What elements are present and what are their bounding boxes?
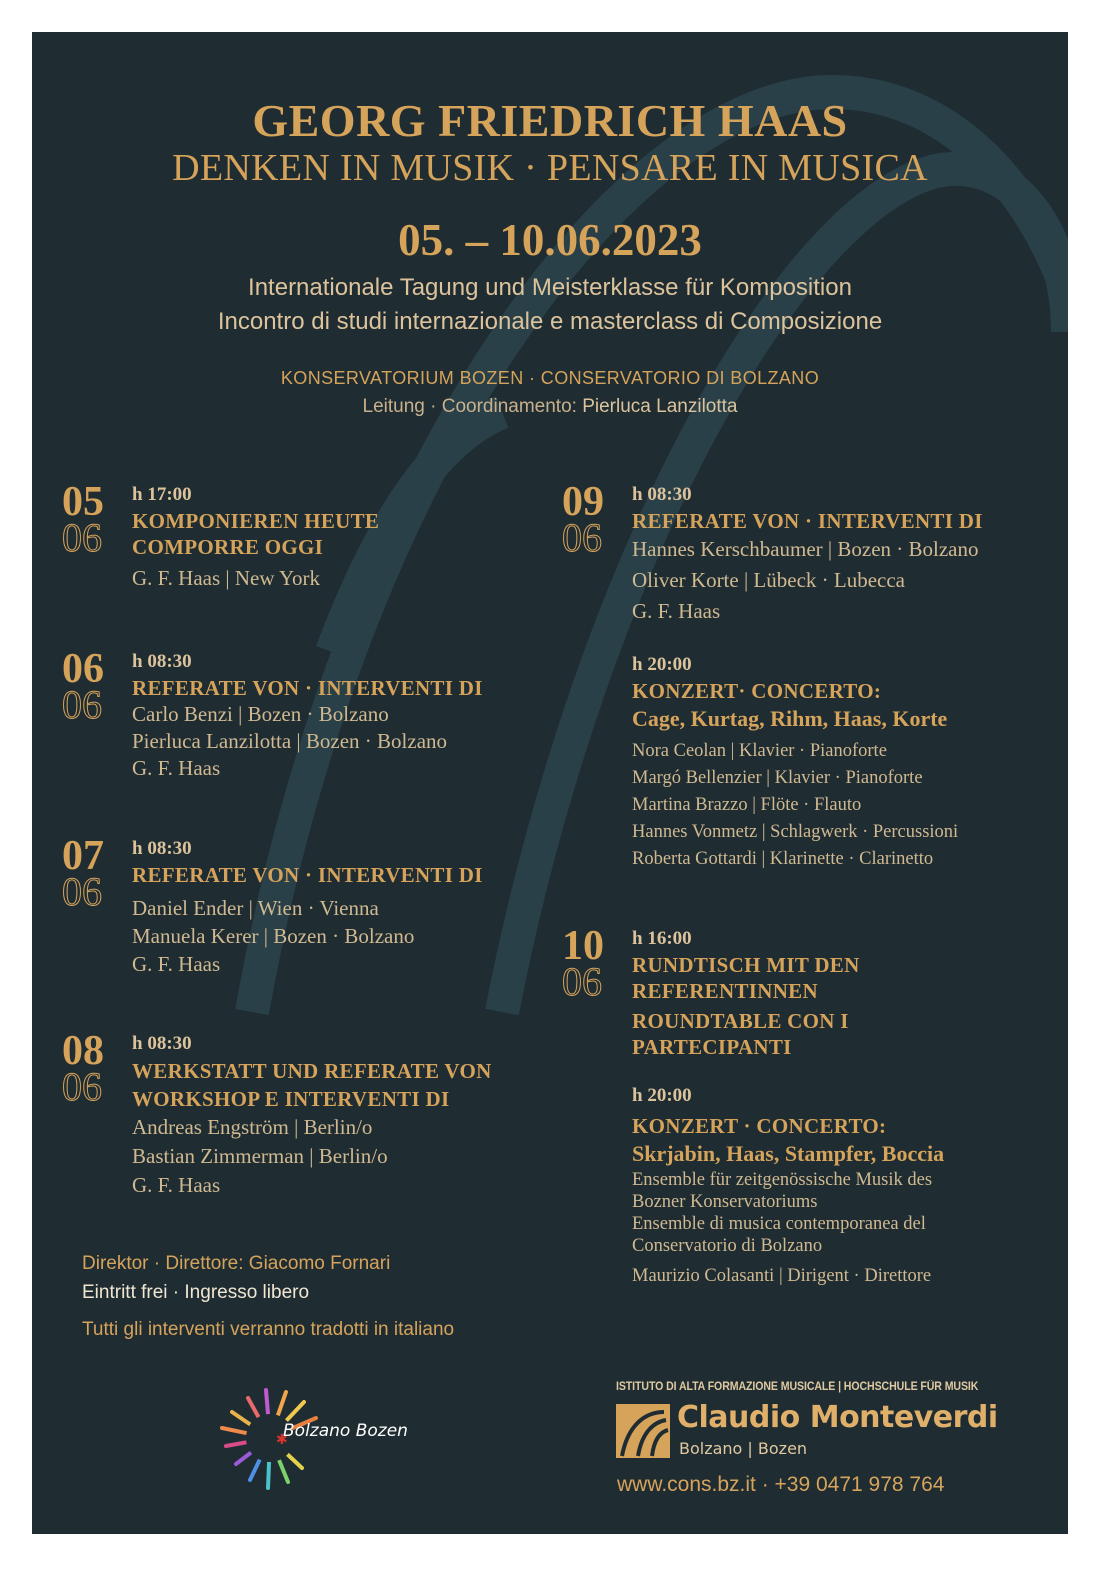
performer-line: Martina Brazzo | Flöte · Flauto <box>632 795 862 815</box>
performer-line: Hannes Vonmetz | Schlagwerk · Percussioni <box>632 822 959 842</box>
event <box>132 482 552 593</box>
description-it: Incontro di studi internazionale e masterclass di Composizione <box>217 308 883 335</box>
event-dates: 05. – 10.06.2023 <box>398 215 702 265</box>
contact-info: www.cons.bz.it · +39 0471 978 764 <box>617 1473 945 1496</box>
speaker-line: G. F. Haas <box>132 756 221 780</box>
institute-tagline: ISTITUTO DI ALTA FORMAZIONE MUSICALE | HOCHSCHULE FÜR MUSIK <box>616 1381 979 1393</box>
event-title: WERKSTATT UND REFERATE VON <box>132 1059 492 1083</box>
month-number: 06 <box>62 1064 102 1109</box>
speaker-line: Hannes Kerschbaumer | Bozen · Bolzano <box>632 537 979 561</box>
event-title: REFERATE VON · INTERVENTI DI <box>632 509 983 533</box>
concert-program: Cage, Kurtag, Rihm, Haas, Korte <box>632 706 948 731</box>
event-time: h 16:00 <box>632 928 692 949</box>
event-time: h 08:30 <box>632 484 692 505</box>
day-number: 08 <box>62 1028 104 1074</box>
institute-city: Bolzano | Bozen <box>679 1439 808 1458</box>
month-number: 06 <box>62 682 102 727</box>
speaker-line: G. F. Haas <box>632 599 721 623</box>
event-title: REFERATE VON · INTERVENTI DI <box>132 676 483 700</box>
event-title: KONZERT· CONCERTO: <box>632 679 882 703</box>
event-time: h 20:00 <box>632 654 692 675</box>
event-title: RUNDTISCH MIT DEN <box>632 953 860 977</box>
speaker-line: G. F. Haas <box>132 1173 221 1197</box>
event <box>132 649 552 782</box>
ensemble-line: Ensemble di musica contemporanea del <box>632 1214 926 1234</box>
event-title: KONZERT · CONCERTO: <box>632 1114 887 1138</box>
poster <box>32 32 1068 1534</box>
event-time: h 20:00 <box>632 1085 692 1106</box>
day-number: 09 <box>562 479 604 525</box>
day-number: 10 <box>562 923 604 969</box>
month-number: 06 <box>62 515 102 560</box>
event-time: h 08:30 <box>132 651 192 672</box>
event-title: WORKSHOP E INTERVENTI DI <box>132 1087 450 1111</box>
admission-info: Eintritt frei · Ingresso libero <box>82 1282 310 1303</box>
speaker-line: Bastian Zimmerman | Berlin/o <box>132 1144 388 1168</box>
director-info: Direktor · Direttore: Giacomo Fornari <box>82 1253 391 1274</box>
conductor-line: Maurizio Colasanti | Dirigent · Direttore <box>632 1266 932 1286</box>
monteverdi-logo-icon <box>616 1404 670 1458</box>
speaker-line: Daniel Ender | Wien · Vienna <box>132 896 379 920</box>
speaker-line: G. F. Haas <box>132 952 221 976</box>
ensemble-line: Conservatorio di Bolzano <box>632 1236 823 1256</box>
event-time: h 08:30 <box>132 838 192 859</box>
event <box>632 926 1068 1060</box>
month-number: 06 <box>562 515 602 560</box>
event-title: REFERENTINNEN <box>632 979 818 1003</box>
month-number: 06 <box>62 869 102 914</box>
leadership-label: Leitung · Coordinamento: <box>362 396 577 417</box>
event <box>632 482 1068 627</box>
speaker-line: G. F. Haas | New York <box>132 566 321 590</box>
bolzano-bozen-logo-text: Bolzano Bozen <box>283 1421 408 1441</box>
page-title: GEORG FRIEDRICH HAAS <box>252 95 848 146</box>
institute-name: Claudio Monteverdi <box>677 1400 998 1435</box>
speaker-line: Carlo Benzi | Bozen · Bolzano <box>132 702 389 726</box>
concert-program: Skrjabin, Haas, Stampfer, Boccia <box>632 1141 945 1166</box>
leadership <box>32 396 1068 418</box>
performer-line: Margó Bellenzier | Klavier · Pianoforte <box>632 768 923 788</box>
institution-name: KONSERVATORIUM BOZEN · CONSERVATORIO DI BOLZANO <box>280 368 820 388</box>
event <box>632 1083 1068 1290</box>
event <box>132 1031 552 1200</box>
leadership-name: Pierluca Lanzilotta <box>582 396 738 417</box>
event-time: h 08:30 <box>132 1033 192 1054</box>
event <box>132 836 552 978</box>
performer-line: Roberta Gottardi | Klarinette · Clarinetto <box>632 849 934 869</box>
ensemble-line: Bozner Konservatoriums <box>632 1192 818 1212</box>
description-de: Internationale Tagung und Meisterklasse für Komposition <box>248 274 852 301</box>
event-title: PARTECIPANTI <box>632 1035 792 1059</box>
speaker-line: Oliver Korte | Lübeck · Lubecca <box>632 568 905 592</box>
event <box>632 652 1068 873</box>
day-number: 05 <box>62 479 104 525</box>
day-number: 07 <box>62 833 104 879</box>
event-title: REFERATE VON · INTERVENTI DI <box>132 863 483 887</box>
ensemble-line: Ensemble für zeitgenössische Musik des <box>632 1170 933 1190</box>
translation-note: Tutti gli interventi verranno tradotti in italiano <box>82 1319 455 1340</box>
speaker-line: Manuela Kerer | Bozen · Bolzano <box>132 924 415 948</box>
speaker-line: Andreas Engström | Berlin/o <box>132 1115 373 1139</box>
event-title: KOMPONIEREN HEUTE <box>132 509 380 533</box>
month-number: 06 <box>562 959 602 1004</box>
svg-text:✱: ✱ <box>276 1432 288 1448</box>
event-time: h 17:00 <box>132 484 192 505</box>
page-subtitle: DENKEN IN MUSIK · PENSARE IN MUSICA <box>172 147 928 189</box>
speaker-line: Pierluca Lanzilotta | Bozen · Bolzano <box>132 729 448 753</box>
event-title: COMPORRE OGGI <box>132 535 324 559</box>
day-number: 06 <box>62 646 104 692</box>
event-title: ROUNDTABLE CON I <box>632 1009 849 1033</box>
performer-line: Nora Ceolan | Klavier · Pianoforte <box>632 741 887 761</box>
